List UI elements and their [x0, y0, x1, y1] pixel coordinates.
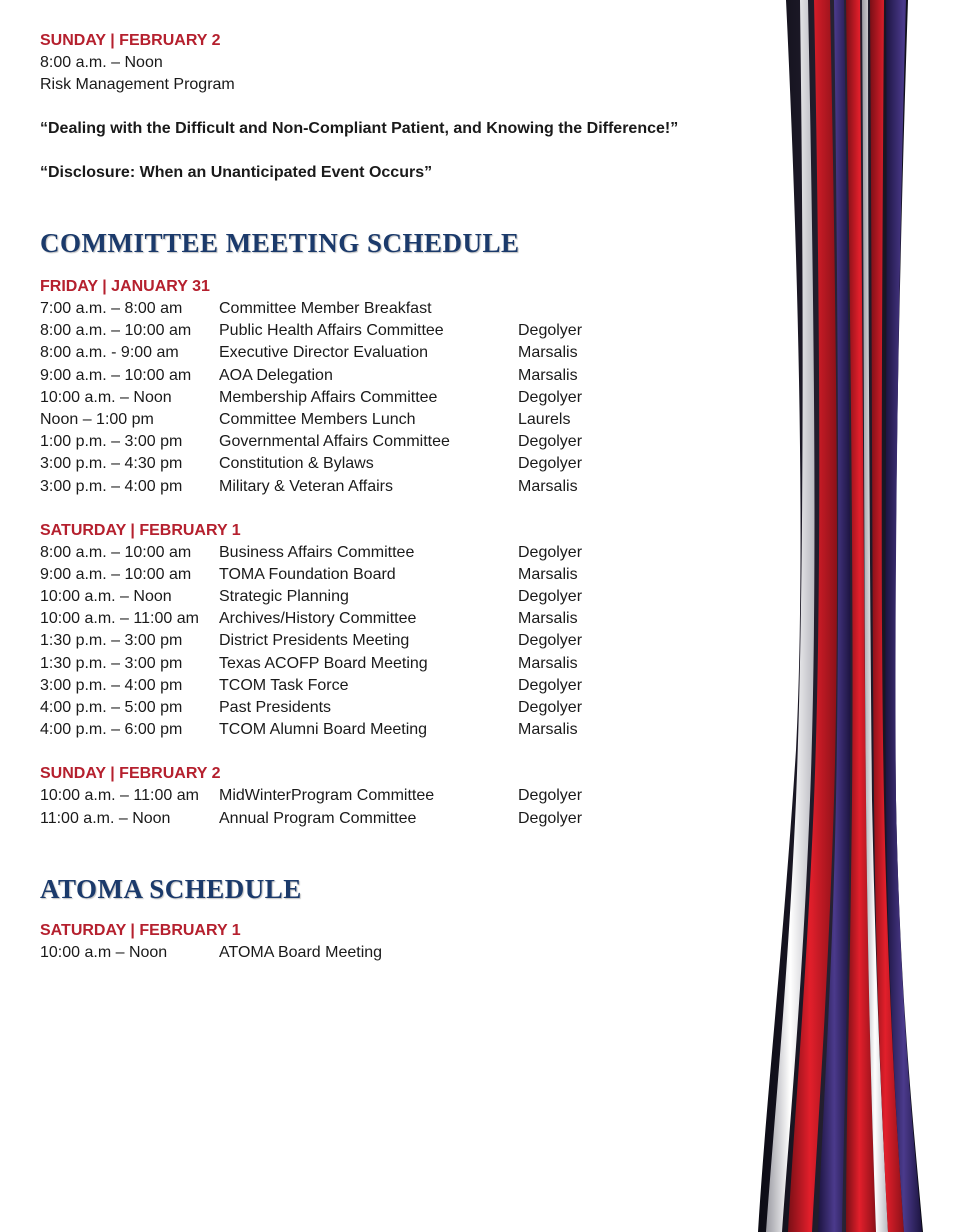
row-event: Business Affairs Committee: [219, 543, 415, 561]
row-room: Degolyer: [518, 809, 583, 827]
schedule-row: [40, 942, 740, 964]
schedule-row: [40, 476, 740, 498]
row-event: Annual Program Committee: [219, 809, 417, 827]
schedule-row: [40, 697, 740, 719]
row-room: Degolyer: [518, 388, 583, 406]
row-room: Marsalis: [518, 477, 578, 495]
risk-time: 8:00 a.m. – Noon: [40, 54, 163, 71]
risk-program-name: Risk Management Program: [40, 76, 235, 93]
day-heading: FRIDAY | JANUARY 31: [40, 278, 210, 295]
row-event: Committee Members Lunch: [219, 410, 416, 428]
row-room: Degolyer: [518, 455, 583, 473]
row-room: Degolyer: [518, 322, 583, 340]
day-heading: SUNDAY | FEBRUARY 2: [40, 765, 221, 783]
row-event: Texas ACOFP Board Meeting: [219, 654, 428, 672]
row-time: 8:00 a.m. - 9:00 am: [40, 344, 179, 362]
schedule-row: [40, 320, 740, 342]
schedule-row: [40, 808, 740, 830]
row-time: 3:00 p.m. – 4:00 pm: [40, 477, 183, 495]
schedule-row: [40, 653, 740, 675]
day-heading: SATURDAY | FEBRUARY 1: [40, 521, 241, 539]
row-room: Marsalis: [518, 565, 578, 583]
row-room: Degolyer: [518, 433, 583, 451]
row-event: District Presidents Meeting: [219, 632, 410, 650]
risk-quote-1: “Dealing with the Difficult and Non-Compliant Patient, and Knowing the Difference!”: [40, 120, 679, 137]
row-time: 8:00 a.m. – 10:00 am: [40, 322, 192, 340]
row-time: 7:00 a.m. – 8:00 am: [40, 300, 183, 317]
schedule-row: [40, 298, 740, 320]
row-room: Degolyer: [518, 699, 583, 716]
schedule-row: [40, 785, 740, 807]
row-time: 10:00 a.m. – 11:00 am: [40, 610, 199, 628]
atoma-day-saturday: [40, 920, 740, 964]
row-event: ATOMA Board Meeting: [219, 943, 383, 961]
risk-day-heading: SUNDAY | FEBRUARY 2: [40, 32, 221, 49]
risk-quote-2: “Disclosure: When an Unanticipated Event Occurs”: [40, 164, 433, 181]
schedule-row: [40, 453, 740, 475]
row-time: 9:00 a.m. – 10:00 am: [40, 366, 192, 384]
schedule-row: [40, 564, 740, 586]
row-room: Degolyer: [518, 588, 583, 606]
committee-day-sunday: [40, 763, 740, 829]
row-time: Noon – 1:00 pm: [40, 410, 154, 428]
row-time: 10:00 a.m. – 11:00 am: [40, 787, 199, 805]
row-event: Constitution & Bylaws: [219, 455, 374, 473]
row-room: Marsalis: [518, 344, 578, 362]
row-event: TCOM Task Force: [219, 676, 349, 694]
row-event: MidWinterProgram Committee: [219, 787, 435, 805]
row-event: AOA Delegation: [219, 366, 333, 384]
schedule-page: [40, 30, 740, 964]
day-heading: SATURDAY | FEBRUARY 1: [40, 921, 241, 939]
schedule-row: [40, 409, 740, 431]
row-time: 11:00 a.m. – Noon: [40, 809, 171, 827]
row-event: Military & Veteran Affairs: [219, 477, 393, 495]
schedule-row: [40, 342, 740, 364]
decorative-ribbon: [748, 0, 960, 1232]
committee-day-saturday: [40, 520, 740, 742]
row-room: Degolyer: [518, 543, 583, 561]
row-room: Marsalis: [518, 366, 578, 384]
schedule-row: [40, 586, 740, 608]
row-room: Degolyer: [518, 632, 583, 650]
row-room: Degolyer: [518, 676, 583, 694]
schedule-row: [40, 608, 740, 630]
row-time: 3:00 p.m. – 4:00 pm: [40, 676, 183, 694]
row-time: 4:00 p.m. – 5:00 pm: [40, 699, 183, 716]
committee-schedule-title: COMMITTEE MEETING SCHEDULE: [40, 228, 520, 258]
row-room: Marsalis: [518, 610, 578, 628]
row-event: TOMA Foundation Board: [219, 565, 396, 583]
schedule-row: [40, 630, 740, 652]
row-event: Membership Affairs Committee: [219, 388, 438, 406]
row-time: 10:00 a.m – Noon: [40, 943, 168, 961]
row-event: Committee Member Breakfast: [219, 300, 432, 317]
row-time: 1:00 p.m. – 3:00 pm: [40, 433, 183, 451]
schedule-row: [40, 675, 740, 697]
schedule-row: [40, 431, 740, 453]
row-time: 1:30 p.m. – 3:00 pm: [40, 632, 183, 650]
row-time: 10:00 a.m. – Noon: [40, 588, 172, 606]
row-time: 9:00 a.m. – 10:00 am: [40, 565, 192, 583]
row-time: 3:00 p.m. – 4:30 pm: [40, 455, 183, 473]
schedule-row: [40, 387, 740, 409]
atoma-schedule-title: ATOMA SCHEDULE: [40, 873, 302, 904]
row-time: 1:30 p.m. – 3:00 pm: [40, 654, 183, 672]
row-event: Governmental Affairs Committee: [219, 433, 450, 451]
row-event: Public Health Affairs Committee: [219, 322, 444, 340]
row-time: 4:00 p.m. – 6:00 pm: [40, 721, 183, 739]
committee-day-friday: [40, 276, 740, 498]
row-event: TCOM Alumni Board Meeting: [219, 721, 428, 739]
row-event: Strategic Planning: [219, 588, 349, 606]
row-room: Laurels: [518, 410, 571, 428]
row-room: Marsalis: [518, 654, 578, 672]
risk-program-section: [40, 30, 740, 184]
row-time: 8:00 a.m. – 10:00 am: [40, 543, 192, 561]
schedule-row: [40, 719, 740, 741]
row-room: Marsalis: [518, 721, 578, 739]
row-event: Archives/History Committee: [219, 610, 417, 628]
row-event: Past Presidents: [219, 699, 332, 716]
row-event: Executive Director Evaluation: [219, 344, 428, 362]
schedule-row: [40, 365, 740, 387]
row-room: Degolyer: [518, 787, 583, 805]
row-time: 10:00 a.m. – Noon: [40, 388, 172, 406]
schedule-row: [40, 542, 740, 564]
